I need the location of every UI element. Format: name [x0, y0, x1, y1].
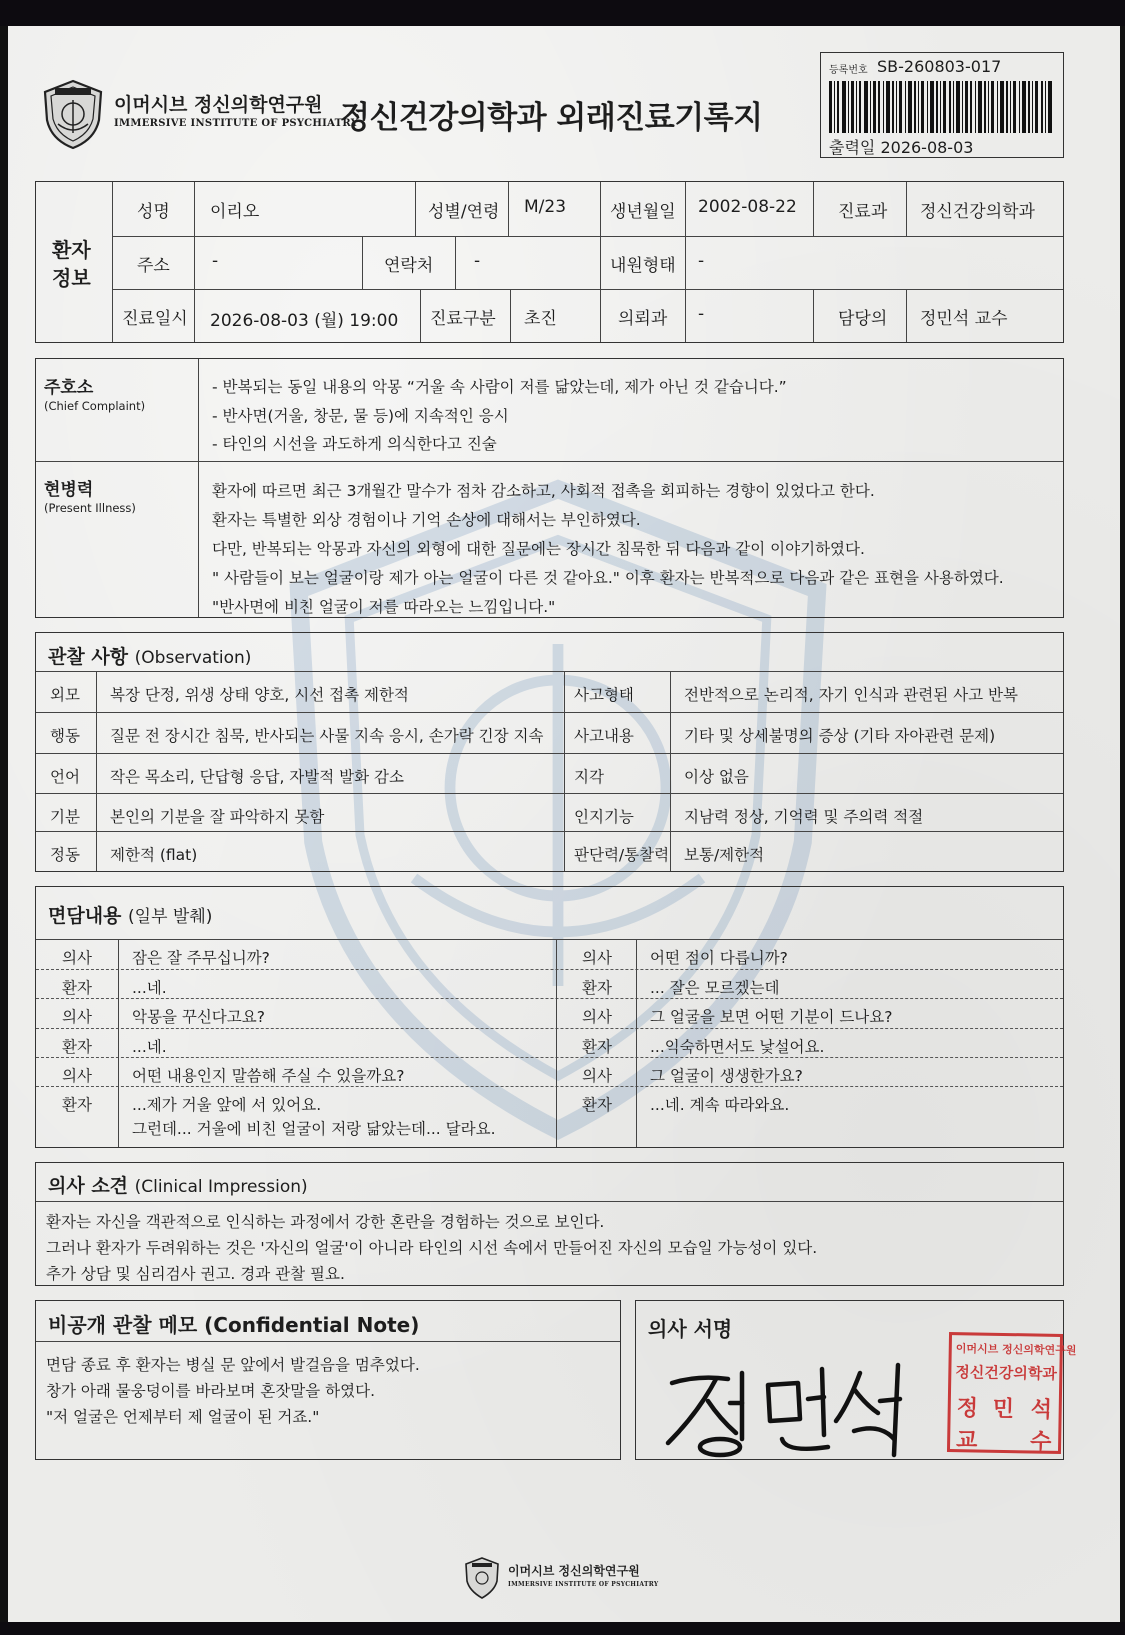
- complaint-line: - 반사면(거울, 창문, 물 등)에 지속적인 응시: [212, 407, 509, 425]
- obs-right-value: 기타 및 상세불명의 증상 (기타 자아관련 문제): [684, 727, 996, 745]
- footer-institute-en: IMMERSIVE INSTITUTE OF PSYCHIATRY: [508, 1581, 659, 1588]
- handwritten-signature: [658, 1343, 928, 1461]
- referral: -: [698, 304, 705, 324]
- doctor-label: 담당의: [838, 309, 888, 329]
- utterance: ... 잘은 모르겠는데: [650, 979, 780, 997]
- impression-line: 환자는 자신을 객관적으로 인식하는 과정에서 강한 혼란을 경험하는 것으로 보인다.: [46, 1213, 605, 1231]
- present-illness-line: "반사면에 비친 얼굴이 저를 따라오는 느낌입니다.": [212, 598, 556, 616]
- obs-left-label: 정동: [50, 846, 80, 864]
- utterance: 어떤 내용인지 말씀해 주실 수 있을까요?: [132, 1067, 405, 1085]
- utterance: ...네.: [132, 1038, 167, 1056]
- speaker: 환자: [582, 1096, 612, 1114]
- footer-crest-icon: [462, 1556, 502, 1600]
- speaker: 환자: [62, 1038, 92, 1056]
- obs-left-value: 작은 목소리, 단답형 응답, 자발적 발화 감소: [110, 768, 404, 786]
- visit-date: 2026-08-03 (월) 19:00: [210, 311, 399, 331]
- obs-left-value: 복장 단정, 위생 상태 양호, 시선 접촉 제한적: [110, 686, 409, 704]
- obs-right-label: 지각: [574, 768, 604, 786]
- history-table: [35, 358, 1064, 618]
- obs-left-label: 외모: [50, 686, 80, 704]
- confidential-line: 창가 아래 물웅덩이를 바라보며 혼잣말을 하였다.: [46, 1382, 376, 1400]
- obs-left-value: 본인의 기분을 잘 파악하지 못함: [110, 808, 325, 826]
- obs-right-value: 보통/제한적: [684, 846, 765, 864]
- medical-record-document: [8, 26, 1120, 1622]
- present-illness-line: 환자에 따르면 최근 3개월간 말수가 점차 감소하고, 사회적 접촉을 회피하는 경향이 있었다고 한다.: [212, 482, 875, 500]
- observation-title: 관찰 사항 (Observation): [48, 646, 252, 668]
- speaker: 환자: [62, 979, 92, 997]
- speaker: 의사: [62, 1067, 92, 1085]
- patient-section-label-2: 정보: [52, 266, 91, 290]
- speaker: 환자: [582, 1038, 612, 1056]
- interview-table: [35, 886, 1064, 1148]
- institute-name-en: IMMERSIVE INSTITUTE OF PSYCHIATRY: [114, 118, 359, 129]
- speaker: 환자: [62, 1096, 92, 1114]
- speaker: 의사: [62, 1008, 92, 1026]
- speaker: 의사: [582, 949, 612, 967]
- complaint-label: 주호소: [44, 378, 94, 398]
- visit-class: 초진: [524, 309, 557, 329]
- obs-right-value: 전반적으로 논리적, 자기 인식과 관련된 사고 반복: [684, 686, 1018, 704]
- utterance: 그 얼굴이 생생한가요?: [650, 1067, 803, 1085]
- visit-type: -: [698, 251, 705, 271]
- document-title: 정신건강의학과 외래진료기록지: [340, 100, 763, 136]
- dept-label: 진료과: [838, 202, 888, 222]
- footer-institute-kr: 이머시브 정신의학연구원: [508, 1564, 640, 1578]
- impression-line: 그러나 환자가 두려워하는 것은 '자신의 얼굴'이 아니라 타인의 시선 속에서 만들어진 자신의 모습일 가능성이 있다.: [46, 1239, 818, 1257]
- doctor: 정민석 교수: [920, 309, 1008, 329]
- address-label: 주소: [137, 256, 170, 276]
- utterance: ...네. 계속 따라와요.: [650, 1096, 790, 1114]
- institute-name-kr: 이머시브 정신의학연구원: [114, 94, 323, 116]
- observation-table: [35, 632, 1064, 872]
- obs-right-label: 사고형태: [574, 686, 634, 704]
- obs-right-value: 지남력 정상, 기억력 및 주의력 적절: [684, 808, 924, 826]
- obs-right-label: 사고내용: [574, 727, 634, 745]
- confidential-note-box: [35, 1300, 621, 1460]
- confidential-line: "저 얼굴은 언제부터 제 얼굴이 된 거죠.": [46, 1408, 320, 1426]
- dob-label: 생년월일: [610, 202, 676, 222]
- obs-left-label: 행동: [50, 727, 80, 745]
- utterance: 그 얼굴을 보면 어떤 기분이 드나요?: [650, 1008, 893, 1026]
- present-illness-line: 다만, 반복되는 악몽과 자신의 외형에 대한 질문에는 장시간 침묵한 뒤 다음과 같이 이야기하였다.: [212, 540, 865, 558]
- obs-left-label: 기분: [50, 808, 80, 826]
- signature-box: [635, 1300, 1077, 1460]
- utterance: ...익숙하면서도 낯설어요.: [650, 1038, 825, 1056]
- utterance-continued: 그런데... 거울에 비친 얼굴이 저랑 닮았는데... 달라요.: [132, 1120, 496, 1138]
- utterance: 잠은 잘 주무십니까?: [132, 949, 270, 967]
- interview-title: 면담내용 (일부 발췌): [48, 905, 213, 927]
- visit-date-label: 진료일시: [122, 309, 188, 329]
- visit-type-label: 내원형태: [610, 256, 676, 276]
- sex-age: M/23: [524, 197, 567, 217]
- print-date: 출력일 2026-08-03: [829, 138, 974, 157]
- obs-right-value: 이상 없음: [684, 768, 749, 786]
- complaint-label-en: (Chief Complaint): [44, 399, 146, 413]
- sex-age-label: 성별/연령: [428, 202, 500, 222]
- institute-crest-icon: [38, 78, 108, 150]
- speaker: 의사: [582, 1067, 612, 1085]
- official-seal-stamp: 이머시브 정신의학연구원 정신건강의학과 정 민 석 교 수: [947, 1332, 1063, 1454]
- patient-name: 이리오: [210, 202, 260, 222]
- present-illness-line: " 사람들이 보는 얼굴이랑 제가 아는 얼굴이 다른 것 같아요." 이후 환자는 반복적으로 다음과 같은 표현을 사용하였다.: [212, 569, 1004, 587]
- contact: -: [474, 251, 481, 271]
- utterance: ...네.: [132, 979, 167, 997]
- bottom-bar: [0, 1622, 1125, 1635]
- visit-class-label: 진료구분: [430, 309, 496, 329]
- clinical-impression-box: [35, 1162, 1064, 1286]
- reg-label: 등록번호: [829, 65, 868, 76]
- obs-left-value: 제한적 (flat): [110, 846, 198, 864]
- obs-right-label: 인지기능: [574, 808, 634, 826]
- complaint-line: - 반복되는 동일 내용의 악몽 “거울 속 사람이 저를 닮았는데, 제가 아닌 것 같습니다.”: [212, 378, 787, 396]
- speaker: 의사: [582, 1008, 612, 1026]
- present-illness-line: 환자는 특별한 외상 경험이나 기억 손상에 대해서는 부인하였다.: [212, 511, 641, 529]
- address: -: [212, 251, 219, 271]
- speaker: 환자: [582, 979, 612, 997]
- obs-left-value: 질문 전 장시간 침묵, 반사되는 사물 지속 응시, 손가락 긴장 지속: [110, 727, 544, 745]
- speaker: 의사: [62, 949, 92, 967]
- referral-label: 의뢰과: [618, 309, 668, 329]
- present-illness-label: 현병력: [44, 480, 94, 500]
- dob: 2002-08-22: [698, 197, 797, 217]
- confidential-line: 면담 종료 후 환자는 병실 문 앞에서 발걸음을 멈추었다.: [46, 1356, 420, 1374]
- present-illness-label-en: (Present Illness): [44, 501, 136, 515]
- utterance: 어떤 점이 다릅니까?: [650, 949, 788, 967]
- utterance: 악몽을 꾸신다고요?: [132, 1008, 265, 1026]
- complaint-line: - 타인의 시선을 과도하게 의식한다고 진술: [212, 435, 497, 453]
- name-label: 성명: [137, 202, 170, 222]
- obs-right-label: 판단력/통찰력: [574, 846, 670, 864]
- obs-left-label: 언어: [50, 768, 80, 786]
- barcode-icon: [829, 81, 1055, 133]
- dept: 정신건강의학과: [920, 202, 1035, 222]
- top-bar: [0, 0, 1125, 26]
- contact-label: 연락처: [384, 256, 434, 276]
- reg-number: SB-260803-017: [877, 57, 1002, 76]
- utterance: ...제가 거울 앞에 서 있어요.: [132, 1096, 322, 1114]
- confidential-title: 비공개 관찰 메모 (Confidential Note): [48, 1313, 420, 1337]
- signature-label: 의사 서명: [648, 1317, 733, 1341]
- registration-box: [820, 52, 1064, 158]
- patient-info-table: [35, 181, 1064, 343]
- impression-line: 추가 상담 및 심리검사 권고. 경과 관찰 필요.: [46, 1265, 345, 1283]
- patient-section-label: 환자: [52, 238, 91, 262]
- impression-title: 의사 소견 (Clinical Impression): [48, 1175, 308, 1197]
